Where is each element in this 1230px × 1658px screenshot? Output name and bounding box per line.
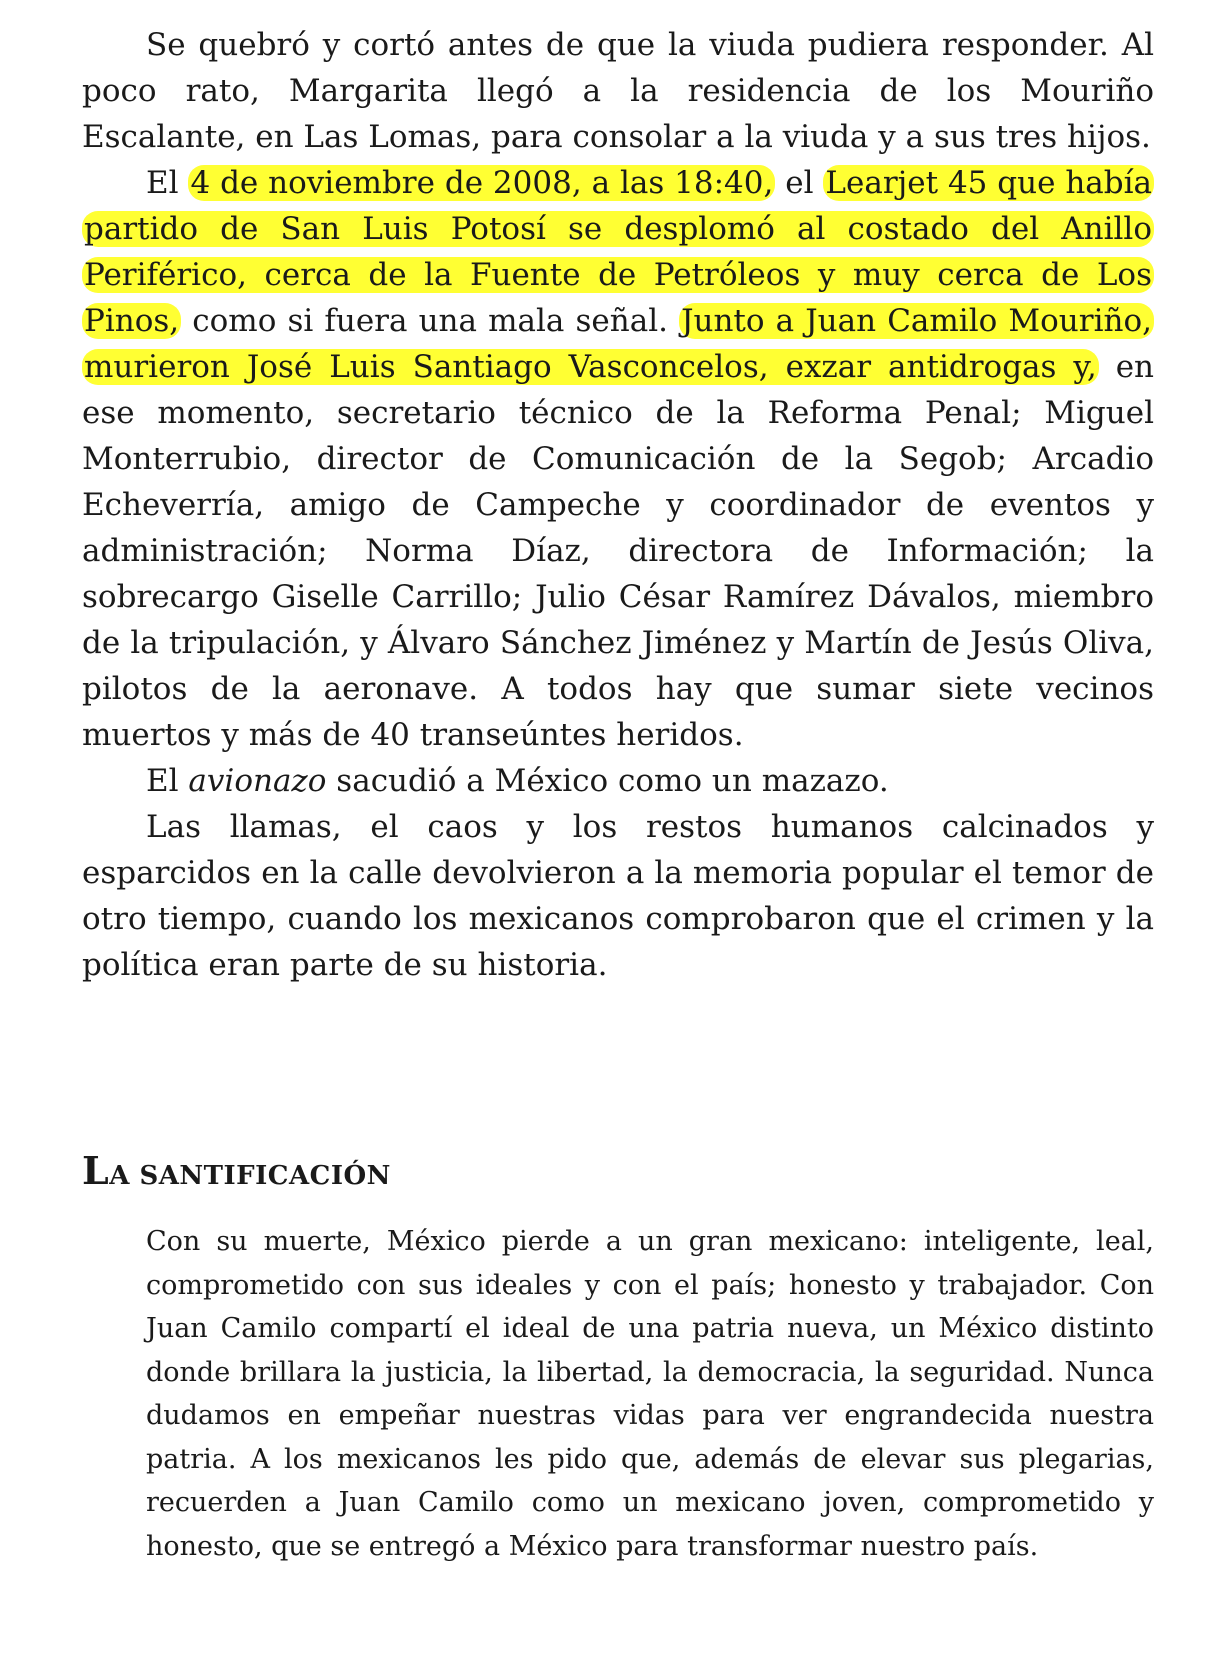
section-heading [82,1148,1154,1193]
paragraph-3-b: sacudió a México como un mazazo. [336,763,889,799]
highlight-date: 4 de noviembre de 2008, a las 18:40, [190,165,774,201]
paragraph-4: Las llamas, el caos y los restos humanos calcinados y esparcidos en la calle devolvieron a la memoria popular el temor de otro tiempo, cuando los mexicanos comprobaron que el crimen y la política eran parte de su historia. [82,809,1154,983]
paragraph-3-emphasis: avionazo [188,763,327,799]
quote-text: Con su muerte, México pierde a un gran mexicano: inteligente, leal, comprometido con sus ideales y con el país; honesto y trabajador. Con Juan Camilo compartí el ideal de una patria nueva, un México distinto donde brillara la justicia, la libertad, la democracia, la seguridad. Nunca dudamos en empeñar nuestras vidas para ver engrandecida nuestra patria. A los mexicanos les pido que, además de elevar sus plegarias, recuerden a Juan Camilo como un mexicano joven, comprometido y honesto, que se entregó a México para transformar nuestro país. [146,1226,1154,1562]
paragraph-2-c: como si fuera una mala señal. [192,303,668,339]
highlight-crash: Learjet 45 que había partido de San Luis Potosí se desplomó al costado del Anillo Periférico, cerca de la Fuente de Petróleos y muy cerca de Los Pinos, [84,165,1153,339]
heading-capital: L [82,1148,110,1193]
paragraph-3-a: El [146,763,179,799]
paragraph-2-a: El [146,165,179,201]
heading-rest: A SANTIFICACIÓN [109,1161,391,1191]
paragraph-2-d: en ese momento, secretario técnico de la Reforma Penal; Miguel Monterrubio, director de Comunicación de la Segob; Arcadio Echeverría, amigo de Campeche y coordinador de eventos y administración; Norma Díaz, directora de Información; la sobrecargo Giselle Carrillo; Julio César Ramírez Dávalos, miembro de la tripulación, y Álvaro Sánchez Jiménez y Martín de Jesús Oliva, pilotos de la aeronave. A todos hay que sumar siete vecinos muertos y más de 40 transeúntes heridos. [82,349,1154,753]
paragraph-1: Se quebró y cortó antes de que la viuda pudiera responder. Al poco rato, Margarita llegó a la residencia de los Mouriño Escalante, en Las Lomas, para consolar a la viuda y a sus tres hijos. [82,27,1154,155]
body-text [82,22,1154,988]
highlight-victims: Junto a Juan Camilo Mouriño, murieron José Luis Santiago Vasconcelos, exzar antidrogas y, [84,303,1152,385]
paragraph-2-b: el [785,165,814,201]
block-quote [146,1220,1154,1568]
paragraph-2 [82,160,1154,758]
paragraph-3 [82,758,1154,804]
